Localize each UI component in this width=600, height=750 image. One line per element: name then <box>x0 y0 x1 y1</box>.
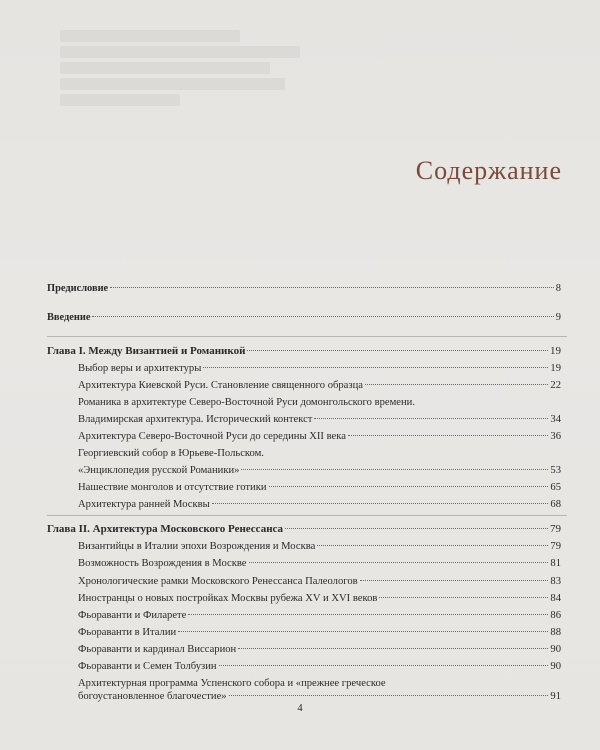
page-number: 4 <box>297 703 303 714</box>
toc-entry-introduction: Введение 9 <box>47 312 561 323</box>
toc-entry: Архитектура Киевской Руси. Становление священного образца 22 <box>78 380 561 391</box>
section-divider <box>47 336 567 337</box>
toc-entry-preface: Предисловие 8 <box>47 283 561 294</box>
toc-entry: Георгиевский собор в Юрьеве-Польском. <box>78 448 264 459</box>
toc-entry: Византийцы в Италии эпохи Возрождения и Москва 79 <box>78 541 561 552</box>
toc-entry: Романика в архитектуре Северо-Восточной Руси домонгольского времени. <box>78 397 415 408</box>
toc-entry: Иностранцы о новых постройках Москвы рубежа XV и XVI веков 84 <box>78 593 561 604</box>
toc-entry: Архитектура Северо-Восточной Руси до середины XII века 36 <box>78 431 561 442</box>
section-divider <box>47 515 567 516</box>
toc-entry: Фьораванти в Италии 88 <box>78 627 561 638</box>
toc-entry: Хронологические рамки Московского Ренессанса Палеологов 83 <box>78 576 561 587</box>
toc-entry: Возможность Возрождения в Москве 81 <box>78 558 561 569</box>
contents-heading: Содержание <box>415 156 562 185</box>
toc-entry: «Энциклопедия русской Романики» 53 <box>78 465 561 476</box>
toc-entry: богоустановленное благочестие» 91 <box>78 691 561 702</box>
toc-chapter-2: Глава II. Архитектура Московского Ренессанса 79 <box>47 523 561 535</box>
toc-chapter-1: Глава I. Между Византией и Романикой 19 <box>47 345 561 357</box>
toc-entry: Владимирская архитектура. Исторический контекст 34 <box>78 414 561 425</box>
toc-entry: Архитектура ранней Москвы 68 <box>78 499 561 510</box>
toc-entry: Фьораванти и Семен Толбузин 90 <box>78 661 561 672</box>
toc-entry: Фьораванти и Филарете 86 <box>78 610 561 621</box>
bleed-through-texture <box>60 30 360 250</box>
toc-entry: Фьораванти и кардинал Виссарион 90 <box>78 644 561 655</box>
toc-entry: Архитектурная программа Успенского собора и «прежнее греческое <box>78 678 386 689</box>
toc-entry: Нашествие монголов и отсутствие готики 65 <box>78 482 561 493</box>
toc-entry: Выбор веры и архитектуры 19 <box>78 363 561 374</box>
